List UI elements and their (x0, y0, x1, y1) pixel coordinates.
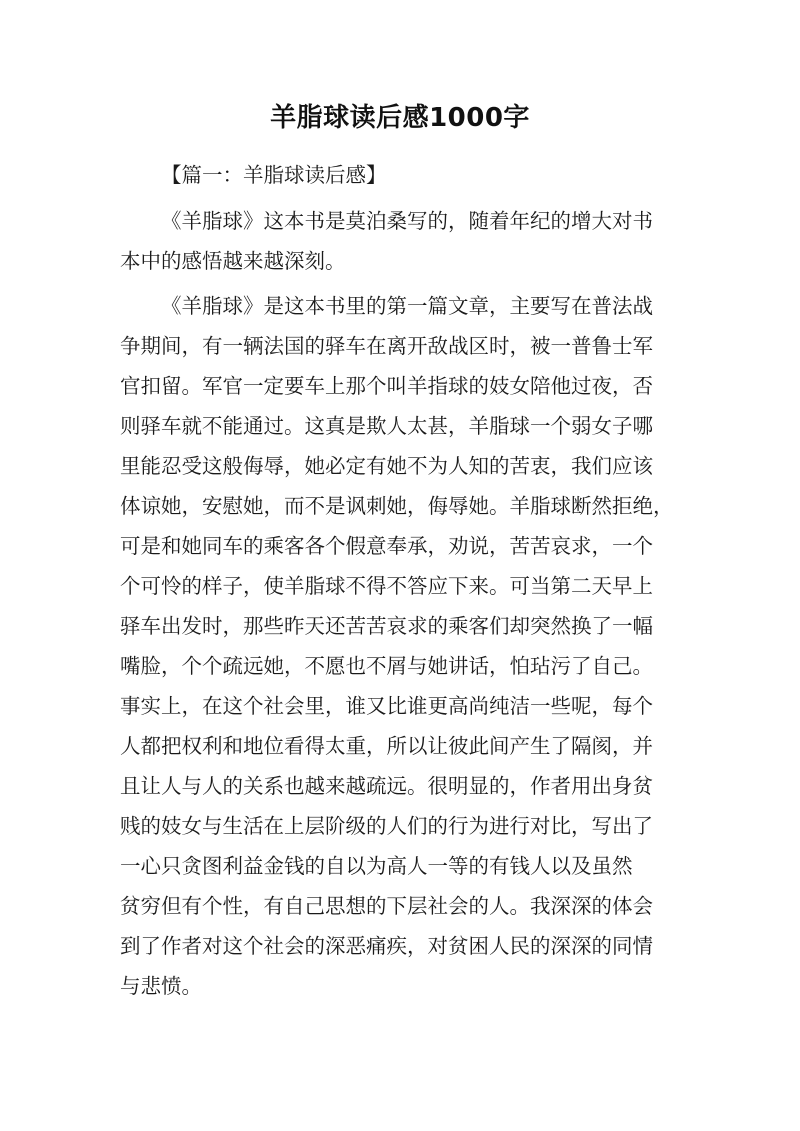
section-heading: 【篇一：羊脂球读后感】 (161, 163, 387, 187)
paragraph-line: 则驿车就不能通过。这真是欺人太甚，羊脂球一个弱女子哪 (120, 414, 653, 438)
paragraph-line: 驿车出发时，那些昨天还苦苦哀求的乘客们却突然换了一幅 (120, 614, 653, 638)
paragraph-line: 与悲愤。 (120, 974, 202, 998)
paragraph-line: 事实上，在这个社会里，谁又比谁更高尚纯洁一些呢，每个 (120, 694, 653, 718)
document-body (120, 155, 685, 1006)
paragraph-line: 本中的感悟越来越深刻。 (120, 249, 346, 273)
paragraph-line: 争期间，有一辆法国的驿车在离开敌战区时，被一普鲁士军 (120, 334, 653, 358)
paragraph-line: 《羊脂球》这本书是莫泊桑写的，随着年纪的增大对书 (161, 209, 653, 233)
paragraph-line: 到了作者对这个社会的深恶痛疾，对贫困人民的深深的同情 (120, 934, 653, 958)
paragraph-line: 里能忍受这般侮辱，她必定有她不为人知的苦衷，我们应该 (120, 454, 653, 478)
paragraph-line: 人都把权利和地位看得太重，所以让彼此间产生了隔阂，并 (120, 734, 653, 758)
paragraph-line: 且让人与人的关系也越来越疏远。很明显的，作者用出身贫 (120, 774, 653, 798)
paragraph-line: 可是和她同车的乘客各个假意奉承，劝说，苦苦哀求，一个 (120, 534, 653, 558)
paragraph-line: 贫穷但有个性，有自己思想的下层社会的人。我深深的体会 (120, 894, 653, 918)
paragraph-line: 官扣留。军官一定要车上那个叫羊指球的妓女陪他过夜，否 (120, 374, 653, 398)
paragraph-line: 《羊脂球》是这本书里的第一篇文章，主要写在普法战 (161, 294, 653, 318)
paragraph-line: 个可怜的样子，使羊脂球不得不答应下来。可当第二天早上 (120, 574, 653, 598)
paragraph-line: 一心只贪图利益金钱的自以为高人一等的有钱人以及虽然 (120, 854, 633, 878)
document-title: 羊脂球读后感1000字 (270, 103, 530, 133)
paragraph-line: 嘴脸，个个疏远她，不愿也不屑与她讲话，怕玷污了自己。 (120, 654, 653, 678)
paragraph-line: 体谅她，安慰她，而不是讽刺她，侮辱她。羊脂球断然拒绝， (120, 494, 674, 518)
paragraph-line: 贱的妓女与生活在上层阶级的人们的行为进行对比，写出了 (120, 814, 653, 838)
